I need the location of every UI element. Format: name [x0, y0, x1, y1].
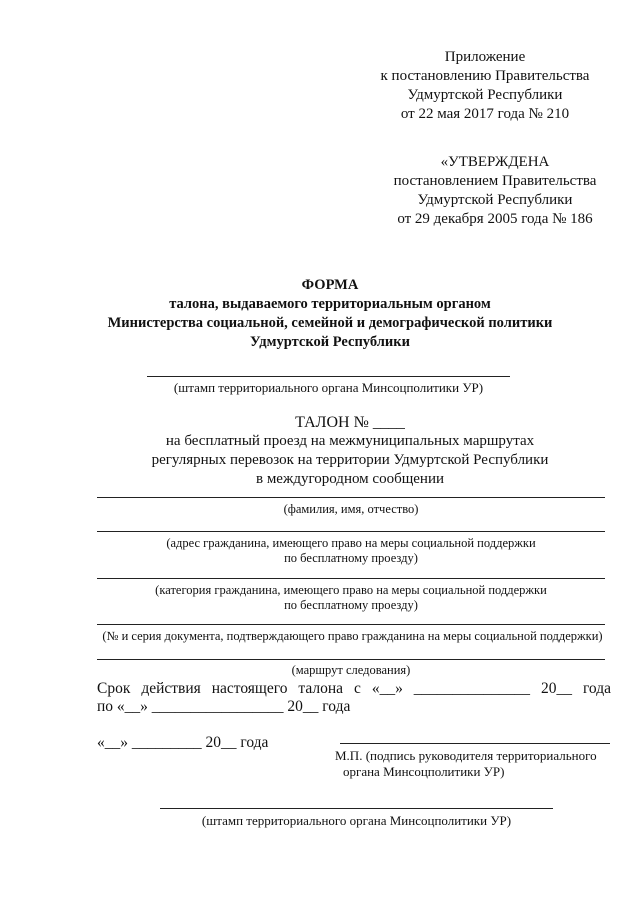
signature-caption	[335, 748, 615, 780]
document-line	[97, 624, 605, 625]
approved-block	[380, 153, 610, 229]
fio-caption: (фамилия, имя, отчество)	[283, 502, 419, 516]
signature-line	[340, 743, 610, 744]
signature-caption-1: М.П. (подпись руководителя территориального	[335, 748, 597, 763]
category-line	[97, 578, 605, 579]
validity-line-1: Срок действия настоящего талона с «__» _______________ 20__ года	[97, 680, 611, 697]
address-caption-1: (адрес гражданина, имеющего право на меры социальной поддержки	[166, 536, 536, 550]
talon-line-2: на бесплатный проезд на межмуниципальных маршрутах	[165, 433, 535, 449]
appendix-block	[370, 48, 600, 124]
document-caption: (№ и серия документа, подтверждающего право гражданина на меры социальной поддержки)	[102, 629, 603, 643]
stamp-bottom-caption: (штамп территориального органа Минсоцполитики УР)	[201, 813, 512, 828]
appendix-line-3: Удмуртской Республики	[407, 87, 563, 103]
appendix-line-2: к постановлению Правительства	[380, 68, 590, 84]
stamp-top-line	[147, 376, 510, 377]
validity-line-2: по «__» _________________ 20__ года	[97, 698, 351, 715]
talon-line-4: в междугородном сообщении	[255, 471, 445, 487]
title-line-3: Министерства социальной, семейной и демографической политики	[107, 315, 553, 331]
address-line	[97, 531, 605, 532]
approved-line-2: постановлением Правительства	[393, 173, 597, 189]
category-caption-1: (категория гражданина, имеющего право на меры социальной поддержки	[155, 583, 547, 597]
stamp-bottom-line	[160, 808, 553, 809]
title-line-4: Удмуртской Республики	[250, 334, 410, 350]
fio-line	[97, 497, 605, 498]
address-caption	[97, 536, 605, 566]
address-caption-2: по бесплатному проезду)	[284, 551, 418, 565]
date-line: «__» _________ 20__ года	[97, 734, 269, 751]
form-title	[60, 276, 600, 352]
appendix-line-1: Приложение	[444, 49, 526, 65]
route-caption: (маршрут следования)	[291, 663, 411, 677]
talon-number: ТАЛОН № ____	[295, 414, 405, 431]
title-line-2: талона, выдаваемого территориальным органом	[169, 296, 491, 312]
talon-line-3: регулярных перевозок на территории Удмуртской Республики	[151, 452, 549, 468]
route-line	[97, 659, 605, 660]
stamp-top-caption: (штамп территориального органа Минсоцполитики УР)	[173, 380, 484, 395]
approved-line-3: Удмуртской Республики	[417, 192, 573, 208]
signature-caption-2: органа Минсоцполитики УР)	[343, 764, 505, 779]
approved-line-1: «УТВЕРЖДЕНА	[440, 154, 550, 170]
approved-line-4: от 29 декабря 2005 года № 186	[397, 211, 593, 227]
category-caption	[97, 583, 605, 613]
category-caption-2: по бесплатному проезду)	[284, 598, 418, 612]
talon-block	[100, 413, 600, 489]
appendix-line-4: от 22 мая 2017 года № 210	[400, 106, 570, 122]
title-line-1: ФОРМА	[301, 277, 359, 293]
